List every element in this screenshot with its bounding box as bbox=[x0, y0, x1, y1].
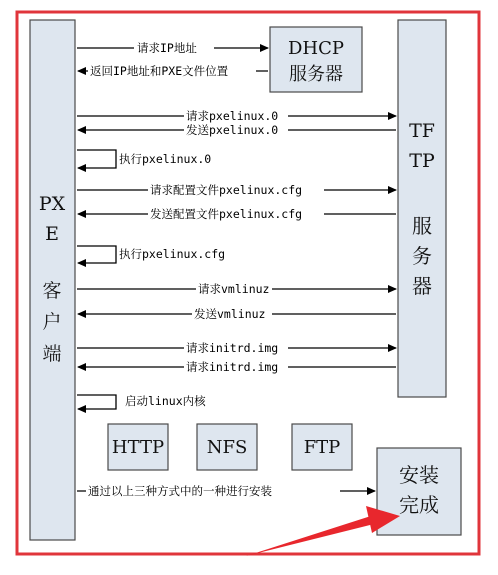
svg-text:FTP: FTP bbox=[303, 437, 341, 458]
msg-exec-pxelinux bbox=[77, 150, 211, 168]
pxe-client-box bbox=[30, 20, 75, 540]
msg-request-cfg bbox=[77, 183, 396, 197]
svg-text:发送配置文件pxelinux.cfg: 发送配置文件pxelinux.cfg bbox=[150, 207, 303, 221]
msg-send-pxelinux bbox=[78, 123, 396, 137]
tftp-label-2: TP bbox=[409, 150, 435, 172]
svg-text:NFS: NFS bbox=[206, 437, 248, 458]
svg-text:请求initrd.img: 请求initrd.img bbox=[186, 360, 279, 374]
http-box bbox=[108, 424, 168, 470]
svg-text:执行pxelinux.0: 执行pxelinux.0 bbox=[119, 152, 212, 166]
ftp-box bbox=[292, 424, 352, 470]
msg-exec-cfg bbox=[77, 246, 225, 263]
tftp-label-4: 务 bbox=[412, 244, 432, 268]
pxe-client-label-2: E bbox=[45, 223, 59, 245]
pxe-client-label-3: 客 bbox=[42, 280, 62, 302]
pxe-client-label-4: 户 bbox=[42, 311, 62, 333]
msg-install-via bbox=[77, 484, 375, 498]
nfs-box bbox=[197, 424, 257, 470]
dhcp-sub-label: 服务器 bbox=[289, 64, 343, 85]
svg-text:返回IP地址和PXE文件位置: 返回IP地址和PXE文件位置 bbox=[90, 64, 229, 78]
svg-text:发送pxelinux.0: 发送pxelinux.0 bbox=[186, 123, 279, 137]
dhcp-label: DHCP bbox=[287, 38, 345, 59]
svg-text:请求配置文件pxelinux.cfg: 请求配置文件pxelinux.cfg bbox=[150, 183, 303, 197]
msg-request-initrd-1 bbox=[77, 341, 396, 355]
svg-text:通过以上三种方式中的一种进行安装: 通过以上三种方式中的一种进行安装 bbox=[88, 484, 272, 498]
svg-text:执行pxelinux.cfg: 执行pxelinux.cfg bbox=[119, 247, 226, 261]
tftp-server-box bbox=[398, 20, 446, 397]
pxe-client-label-1: PX bbox=[38, 193, 66, 215]
svg-text:请求IP地址: 请求IP地址 bbox=[137, 41, 197, 55]
tftp-label-1: TF bbox=[409, 120, 435, 142]
msg-boot-kernel bbox=[77, 394, 206, 409]
svg-text:安装: 安装 bbox=[399, 463, 439, 487]
msg-send-vmlinuz bbox=[78, 307, 396, 321]
tftp-label-3: 服 bbox=[412, 214, 432, 238]
svg-text:请求pxelinux.0: 请求pxelinux.0 bbox=[186, 109, 279, 123]
pxe-client-label-5: 端 bbox=[42, 343, 62, 365]
msg-return-ip bbox=[78, 64, 268, 78]
msg-request-initrd-2 bbox=[78, 360, 396, 374]
msg-send-cfg bbox=[78, 207, 396, 221]
tftp-label-5: 器 bbox=[412, 274, 432, 298]
dhcp-server-box bbox=[270, 27, 362, 92]
msg-request-pxelinux bbox=[77, 109, 396, 123]
msg-request-ip bbox=[77, 41, 268, 55]
svg-text:HTTP: HTTP bbox=[111, 437, 165, 458]
svg-text:启动linux内核: 启动linux内核 bbox=[125, 394, 206, 408]
svg-text:请求initrd.img: 请求initrd.img bbox=[186, 341, 279, 355]
svg-text:完成: 完成 bbox=[399, 493, 439, 517]
svg-text:请求vmlinuz: 请求vmlinuz bbox=[198, 282, 270, 296]
msg-request-vmlinuz bbox=[77, 282, 396, 296]
svg-text:发送vmlinuz: 发送vmlinuz bbox=[194, 307, 266, 321]
